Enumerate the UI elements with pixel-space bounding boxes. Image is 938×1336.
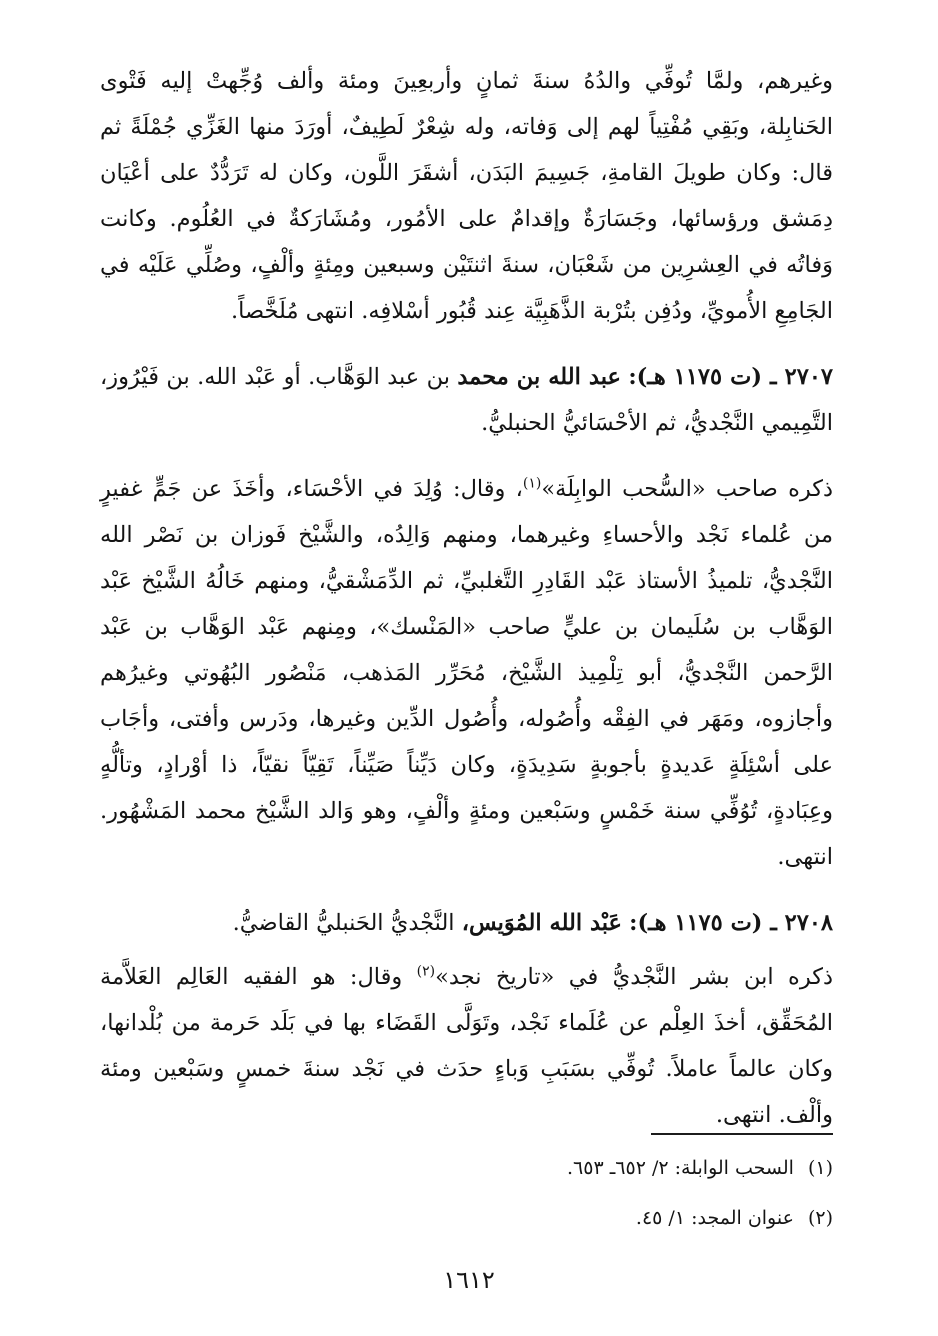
page-body	[100, 58, 833, 1138]
footnote-reference: (١)	[522, 475, 542, 492]
footnote-item	[100, 1200, 833, 1236]
entry-name: عَبْد الله المُوَيس،	[461, 910, 622, 936]
continuation-paragraph: وغيرهم، ولمَّا تُوفِّي والدُهُ سنةَ ثمانٍ وأربعِينَ ومئة وألف وُجِّهتْ إليه فَتْوى الحَنابِلة، وبَقِي مُفْتِياً لهم إلى وَفاته، وله شِعْرٌ لَطِيفٌ، أورَدَ منها الغَزِّي جُمْلَةً ثم قال: وكان طويلَ القامةِ، جَسِيمَ البَدَن، أشقَرَ اللَّون، وكان له تَرَدُّدٌ على أعْيَان دِمَشق ورؤسائها، وجَسَارَةٌ وإقدامٌ على الأمُور، ومُشَارَكةٌ في العُلُوم. وكانت وَفاتُه في العِشرِين من شَعْبَان، سنةَ اثنتَيْن وسبعين ومِئةٍ وألْفٍ، وصُلِّي عَلَيْه في الجَامِعِ الأُمويِّ، ودُفِن بتُرْبة الذَّهَبِيَّة عِند قُبُور أسْلافِه. انتهى مُلَخَّصاً.	[100, 68, 833, 324]
entry-number: ٢٧٠٧ ـ (ت ١١٧٥ هـ):	[628, 364, 834, 390]
entry-lineage: بن عبد الوَهَّاب. أو عَبْد الله. بن فَيْرُوز، التَّمِيمي النَّجْديُّ، ثم الأحْسَائيُّ الحنبليُّ.	[100, 364, 833, 436]
footnote-item	[100, 1150, 833, 1186]
entry-name: عبد الله بن محمد	[457, 364, 621, 390]
footnote-text: السحب الوابلة: ٢/ ٦٥٢ـ ٦٥٣.	[567, 1157, 794, 1179]
entry-lineage: النَّجْديُّ الحَنبليُّ القاضيُّ.	[232, 910, 455, 936]
entry-body-start: ذكره ابن بشر النَّجْديُّ في «تاريخ نجد»	[435, 964, 833, 990]
footnote-number: (١)	[807, 1157, 833, 1179]
footnote-number: (٢)	[807, 1207, 833, 1229]
footnotes	[100, 1150, 833, 1250]
entry-body-start: ذكره صاحب «السُّحب الوابِلَة»	[541, 476, 834, 502]
entry-body-rest: ، وقال: وُلِدَ في الأحْسَاء، وأخَذَ عن جَمٍّ غفيرٍ من عُلماء نَجْد والأحساءِ وغيرهما، ومنهم وَالِدُه، والشَّيْخ فَوزان بن نَصْر الله النَّجْديُّ، تلميذُ الأستاذ عَبْد القَادِرِ التَّغلبيِّ، ثم الدِّمَشْقيُّ، ومنهم خَالُهُ الشَّيْخ عَبْد الوَهَّاب بن سُلَيمان بن عليٍّ صاحب «المَنْسك»، ومِنهم عَبْد الوَهَّاب بن عَبْد الرَّحمن النَّجْديُّ، أبو تِلْمِيذ الشَّيْخ، مُحَرِّر المَذهب، مَنْصُور البُهُوتي وغيرُهم وأجازوه، ومَهَر في الفِقْه وأُصُوله، وأُصُول الدِّين وغيرها، ودَرس وأفتى، وأجَاب على أسْئِلَةٍ عَديدةٍ بأجوبةٍ سَدِيدَةٍ، وكان دَيِّناً صَيِّناً، تَقِيّاً نقيّاً، ذا أوْرادٍ، وتألُّهٍ وعِبَادةٍ، تُوُفِّي سنة خَمْسٍ وسَبْعين ومئةٍ وألْفٍ، وهو وَالد الشَّيْخ محمد المَشْهُور. انتهى.	[100, 476, 833, 870]
page-number: ١٦١٢	[443, 1266, 495, 1294]
entry-heading-2707	[100, 354, 833, 446]
entry-body-rest: وقال: هو الفقيه العَالِم العَلاَّمة المُحَقِّق، أخذَ العِلْم عن عُلَماء نَجْد، وتَوَلَّى القَضَاء بها في بَلَد حَرمة من بُلْدانها، وكان عالماً عاملاً. تُوفِّي بسَبَبِ وَباءٍ حدَث في نَجْد سنةَ خمسٍ وسَبْعين ومئة وألْف. انتهى.	[100, 964, 833, 1128]
footnote-text: عنوان المجد: ١/ ٤٥.	[635, 1207, 794, 1229]
entry-body-2707	[100, 466, 833, 880]
footnote-reference: (٢)	[416, 963, 436, 980]
entry-number: ٢٧٠٨ ـ (ت ١١٧٥ هـ):	[629, 910, 833, 936]
footnote-divider	[651, 1133, 833, 1135]
entry-body-2708	[100, 954, 833, 1138]
entry-heading-2708	[100, 900, 833, 946]
